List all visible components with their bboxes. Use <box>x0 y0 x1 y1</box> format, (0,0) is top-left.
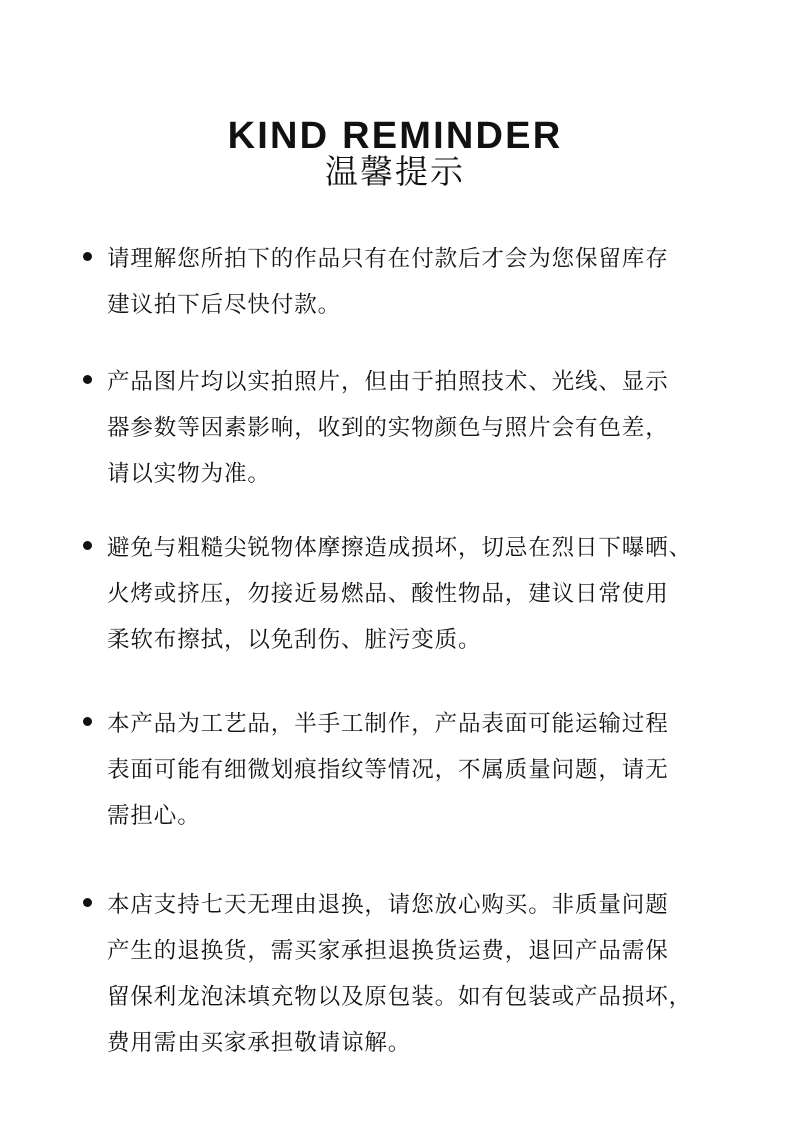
notice-text: 本店支持七天无理由退换，请您放心购买。非质量问题 产生的退换货，需买家承担退换货运费，退回产品需保 留保利龙泡沫填充物以及原包装。如有包装或产品损坏， 费用需由买家承担敬请谅解。 <box>107 892 693 1056</box>
notice-text: 产品图片均以实拍照片，但由于拍照技术、光线、显示 器参数等因素影响，收到的实物颜色与照片会有色差， 请以实物为准。 <box>107 369 669 487</box>
notice-text: 避免与粗糙尖锐物体摩擦造成损坏，切忌在烈日下曝晒、 火烤或挤压，勿接近易燃品、酸性物品，建议日常使用 柔软布擦拭，以免刮伤、脏污变质。 <box>107 535 693 653</box>
notice-text: 请理解您所拍下的作品只有在付款后才会为您保留库存 建议拍下后尽快付款。 <box>107 246 669 318</box>
bullet-icon <box>83 252 92 261</box>
page-title-chinese: 温馨提示 <box>325 152 465 191</box>
page-title-english: KIND REMINDER <box>227 115 563 158</box>
bullet-icon <box>83 541 92 550</box>
bullet-icon <box>83 898 92 907</box>
bullet-icon <box>83 717 92 726</box>
notice-text: 本产品为工艺品，半手工制作，产品表面可能运输过程 表面可能有细微划痕指纹等情况，不属质量问题，请无 需担心。 <box>107 711 669 829</box>
bullet-icon <box>83 375 92 384</box>
